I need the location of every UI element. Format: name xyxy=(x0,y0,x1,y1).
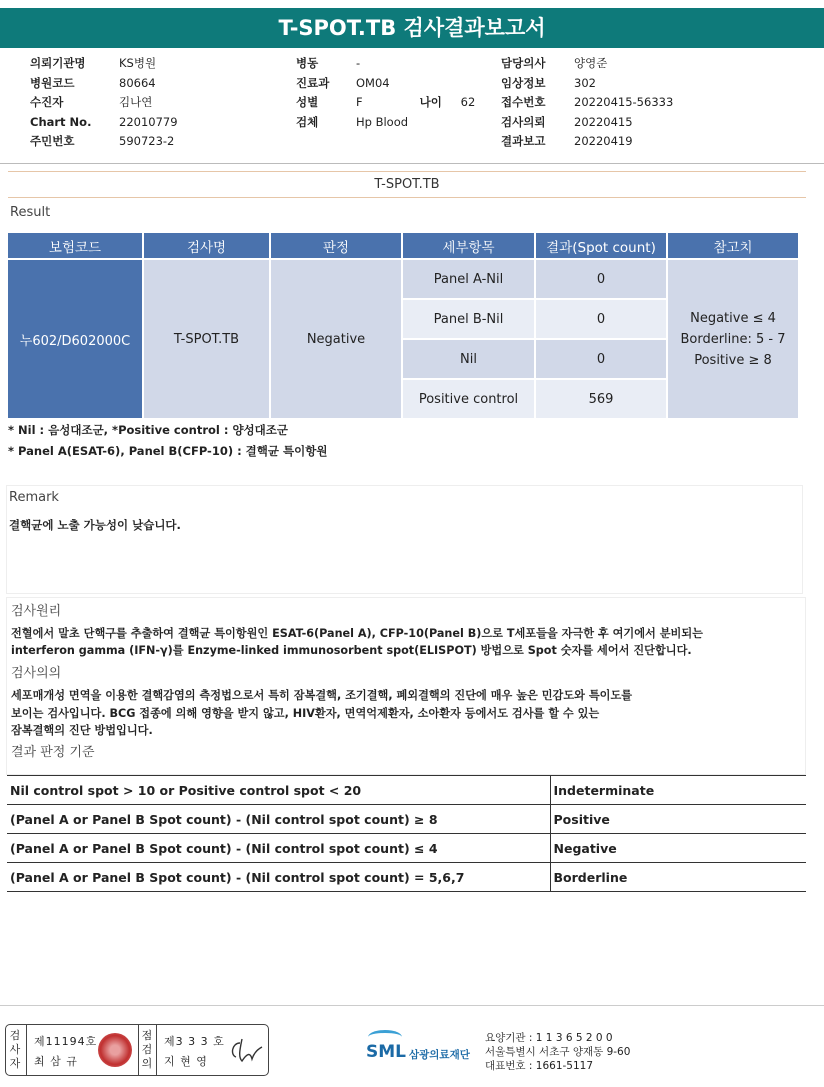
criteria-condition: (Panel A or Panel B Spot count) - (Nil control spot count) ≥ 8 xyxy=(7,805,550,834)
criteria-condition: Nil control spot > 10 or Positive control spot < 20 xyxy=(7,776,550,805)
criteria-table xyxy=(7,775,806,892)
footer-divider xyxy=(0,1005,824,1006)
remark-section xyxy=(6,485,803,594)
criteria-result: Negative xyxy=(550,834,806,863)
field-label: 의뢰기관명 xyxy=(30,56,86,70)
field-value: F xyxy=(356,95,363,109)
field-label: 수진자 xyxy=(30,95,64,109)
field-label: 결과보고 xyxy=(501,134,546,148)
principle-line: interferon gamma (IFN-γ)를 Enzyme-linked immunosorbent spot(ELISPOT) 방법으로 Spot 숫자를 세어서 진단합니다. xyxy=(11,644,692,657)
examiner-name: 지 현 영 xyxy=(164,1055,208,1068)
spot-count: 0 xyxy=(536,340,666,378)
inspector-name: 최 삼 규 xyxy=(34,1055,78,1068)
field-value: 590723-2 xyxy=(119,134,175,148)
field-value: OM04 xyxy=(356,75,390,90)
header-reference: 참고치 xyxy=(668,233,798,258)
field-label: 병동 xyxy=(296,56,319,70)
signature-box xyxy=(5,1024,269,1076)
patient-info-col2 xyxy=(296,54,475,132)
header-judgement: 판정 xyxy=(271,233,401,258)
field-value: 80664 xyxy=(119,75,156,90)
field-value: 김나연 xyxy=(119,95,153,109)
significance-line: 잠복결핵의 진단 방법입니다. xyxy=(11,724,153,737)
principle-section xyxy=(6,597,806,775)
notes xyxy=(8,420,327,462)
field-label: 접수번호 xyxy=(501,95,546,109)
reference-line: Positive ≥ 8 xyxy=(694,352,772,368)
agency-phone: 대표번호 : 1661-5117 xyxy=(485,1060,594,1072)
criteria-result: Borderline xyxy=(550,863,806,892)
test-name: T-SPOT.TB xyxy=(144,260,269,418)
field-label: 담당의사 xyxy=(501,56,546,70)
note-line: * Nil : 음성대조군, *Positive control : 양성대조군 xyxy=(8,423,288,437)
table-row xyxy=(7,776,806,805)
result-table xyxy=(6,231,800,420)
patient-info-col1 xyxy=(30,54,178,152)
spot-count: 0 xyxy=(536,260,666,298)
field-value: 20220419 xyxy=(574,134,633,148)
report-title: T-SPOT.TB 검사결과보고서 xyxy=(0,8,824,48)
spot-count: 569 xyxy=(536,380,666,418)
principle-title: 검사원리 xyxy=(11,604,62,619)
divider xyxy=(26,1025,27,1075)
field-label: 진료과 xyxy=(296,75,330,90)
sub-item: Nil xyxy=(403,340,534,378)
table-row xyxy=(7,805,806,834)
inspector-label: 검사자 xyxy=(9,1029,21,1070)
field-label: 병원코드 xyxy=(30,75,75,90)
sub-item: Positive control xyxy=(403,380,534,418)
sml-logo xyxy=(366,1030,486,1070)
divider xyxy=(138,1025,139,1075)
remark-text: 결핵균에 노출 가능성이 낮습니다. xyxy=(9,518,181,532)
section-title: T-SPOT.TB xyxy=(8,171,806,198)
field-value: 22010779 xyxy=(119,114,178,129)
header-sub-item: 세부항목 xyxy=(403,233,534,258)
table-row xyxy=(7,863,806,892)
header-code: 보험코드 xyxy=(8,233,142,258)
significance-line: 보이는 검사입니다. BCG 접종에 의해 영향을 받지 않고, HIV환자, 면역억제환자, 소아환자 등에서도 검사를 할 수 있는 xyxy=(11,707,600,720)
criteria-condition: (Panel A or Panel B Spot count) - (Nil control spot count) ≤ 4 xyxy=(7,834,550,863)
judgement: Negative xyxy=(271,260,401,418)
reference-line: Negative ≤ 4 xyxy=(690,310,776,326)
org-name: 삼광의료재단 xyxy=(409,1049,470,1061)
agency-address: 서울특별시 서초구 양재동 9-60 xyxy=(485,1046,631,1058)
field-value: Hp Blood xyxy=(356,114,409,129)
criteria-result: Indeterminate xyxy=(550,776,806,805)
criteria-result: Positive xyxy=(550,805,806,834)
field-value: 양영준 xyxy=(574,56,608,70)
result-label: Result xyxy=(10,205,51,220)
table-row xyxy=(7,834,806,863)
field-label: 임상정보 xyxy=(501,75,546,90)
criteria-title: 결과 판정 기준 xyxy=(11,745,95,760)
spot-count: 0 xyxy=(536,300,666,338)
field-label: 검사의뢰 xyxy=(501,114,546,129)
field-value: - xyxy=(356,56,361,70)
header-test-name: 검사명 xyxy=(144,233,269,258)
significance-line: 세포매개성 면역을 이용한 결핵감염의 측정법으로서 특히 잠복결핵, 조기결핵, 폐외결핵의 진단에 매우 높은 민감도와 특이도를 xyxy=(11,689,633,702)
signature-icon xyxy=(228,1035,264,1067)
field-value: 20220415 xyxy=(574,114,633,129)
reference-line: Borderline: 5 - 7 xyxy=(680,331,786,347)
insurance-code: 누602/D602000C xyxy=(8,260,142,418)
field-value: 20220415-56333 xyxy=(574,95,674,109)
significance-title: 검사의의 xyxy=(11,666,62,681)
agency-info xyxy=(485,1031,630,1073)
age-value: 62 xyxy=(460,95,476,109)
agency-number: 요양기관 : 1 1 3 6 5 2 0 0 xyxy=(485,1032,613,1044)
sub-item: Panel B-Nil xyxy=(403,300,534,338)
field-value: KS병원 xyxy=(119,56,157,70)
remark-title: Remark xyxy=(9,490,59,505)
sub-item: Panel A-Nil xyxy=(403,260,534,298)
criteria-condition: (Panel A or Panel B Spot count) - (Nil control spot count) = 5,6,7 xyxy=(7,863,550,892)
reference-range xyxy=(668,260,798,418)
principle-line: 전혈에서 말초 단핵구를 추출하여 결핵균 특이항원인 ESAT-6(Panel A), CFP-10(Panel B)으로 T세포들을 자극한 후 여기에서 분비되는 xyxy=(11,627,703,640)
field-label: 주민번호 xyxy=(30,134,75,148)
field-label: 검체 xyxy=(296,114,319,129)
field-value: 302 xyxy=(574,75,596,90)
examiner-number: 제3 3 3 호 xyxy=(164,1035,225,1048)
field-label: Chart No. xyxy=(30,114,92,129)
age-label: 나이 xyxy=(419,95,442,109)
seal-icon xyxy=(98,1033,132,1067)
logo-text: SML xyxy=(366,1042,406,1062)
field-label: 성별 xyxy=(296,95,319,109)
header-result: 결과(Spot count) xyxy=(536,233,666,258)
divider xyxy=(0,163,824,164)
patient-info-col3 xyxy=(501,54,673,152)
examiner-label: 점검의 xyxy=(141,1029,153,1070)
inspector-number: 제11194호 xyxy=(34,1035,98,1048)
divider xyxy=(156,1025,157,1075)
note-line: * Panel A(ESAT-6), Panel B(CFP-10) : 결핵균 특이항원 xyxy=(8,444,328,458)
